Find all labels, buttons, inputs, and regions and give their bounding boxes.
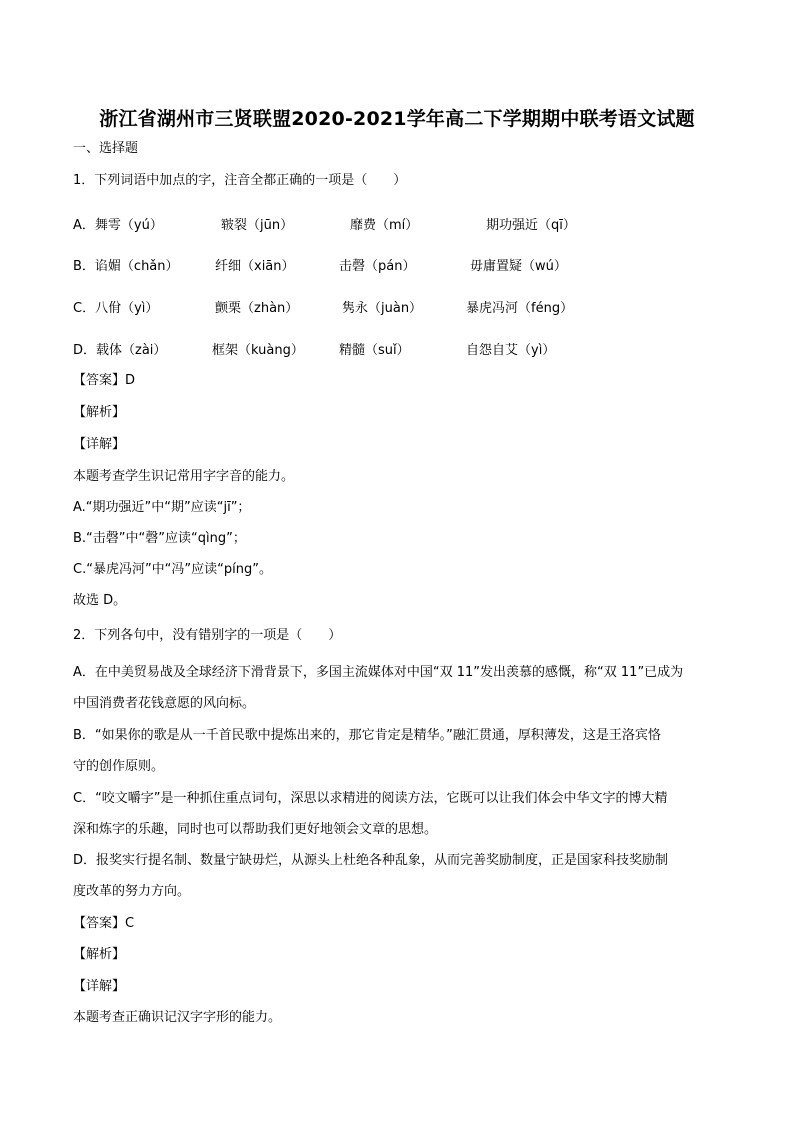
q1-option-d-1: D．载体（zài） xyxy=(73,343,167,358)
q1-option-a-1: A．舞雩（yú） xyxy=(73,218,163,233)
q1-option-b-3: 击磬（pán） xyxy=(339,259,416,274)
q1-option-a-4: 期功强近（qī） xyxy=(486,218,576,233)
q1-option-a-3: 靡费（mí） xyxy=(350,218,419,233)
q1-option-c-1: C．八佾（yì） xyxy=(73,301,159,316)
q1-analysis-label: 【解析】 xyxy=(73,405,126,420)
q2-explain-line: 本题考查正确识记汉字字形的能力。 xyxy=(73,1010,282,1025)
q2-option-line: 中国消费者花钱意愿的风向标。 xyxy=(73,696,256,711)
q2-option-line: 守的创作原则。 xyxy=(73,759,165,774)
q2-answer: 【答案】C xyxy=(73,916,135,931)
q1-explain-line: A.“期功强近”中“期”应读“jī”； xyxy=(73,500,251,515)
question-2-stem: 2．下列各句中，没有错别字的一项是（ ） xyxy=(73,628,342,643)
q2-analysis-label: 【解析】 xyxy=(73,947,126,962)
q1-explain-line: 本题考查学生识记常用字字音的能力。 xyxy=(73,469,295,484)
q1-option-d-3: 精髓（suǐ） xyxy=(339,343,410,358)
q1-answer: 【答案】D xyxy=(73,373,136,388)
q1-detail-label: 【详解】 xyxy=(73,437,126,452)
q1-explain-line: 故选 D。 xyxy=(73,593,127,608)
q1-explain-line: B.“击磬”中“磬”应读“qìng”； xyxy=(73,531,246,546)
q2-option-line: 度改革的努力方向。 xyxy=(73,884,191,899)
q1-option-d-4: 自怨自艾（yì） xyxy=(466,343,556,358)
q2-detail-label: 【详解】 xyxy=(73,979,126,994)
section-heading: 一、选择题 xyxy=(73,141,139,156)
q1-option-c-4: 暴虎冯河（féng） xyxy=(466,301,574,316)
q1-option-d-2: 框架（kuàng） xyxy=(212,343,304,358)
q1-option-c-3: 隽永（juàn） xyxy=(342,301,423,316)
q2-option-line: C．“咬文嚼字”是一种抓住重点词句，深思以求精进的阅读方法，它既可以让我们体会中华文字的博大精 xyxy=(73,791,668,806)
q2-option-line: A．在中美贸易战及全球经济下滑背景下，多国主流媒体对中国“双 11”发出羡慕的感慨，称“双 11”已成为 xyxy=(73,665,684,680)
document-title: 浙江省湖州市三贤联盟2020-2021学年高二下学期期中联考语文试题 xyxy=(99,108,695,130)
q2-option-line: D．报奖实行提名制、数量宁缺毋烂，从源头上杜绝各种乱象，从而完善奖励制度，正是国家科技奖励制 xyxy=(73,853,669,868)
q2-option-line: B．“如果你的歌是从一千首民歌中提炼出来的，那它肯定是精华。”融汇贯通，厚积薄发，这是王洛宾恪 xyxy=(73,728,661,743)
q1-option-b-4: 毋庸置疑（wú） xyxy=(470,259,567,274)
question-1-stem: 1．下列词语中加点的字，注音全都正确的一项是（ ） xyxy=(73,173,407,188)
q1-option-c-2: 颤栗（zhàn） xyxy=(215,301,299,316)
q1-option-b-2: 纤细（xiān） xyxy=(215,259,295,274)
q1-option-b-1: B．谄媚（chǎn） xyxy=(73,259,179,274)
q1-option-a-2: 皲裂（jūn） xyxy=(221,218,294,233)
q1-explain-line: C.“暴虎冯河”中“冯”应读“píng”。 xyxy=(73,562,272,577)
q2-option-line: 深和炼字的乐趣，同时也可以帮助我们更好地领会文章的思想。 xyxy=(73,822,438,837)
